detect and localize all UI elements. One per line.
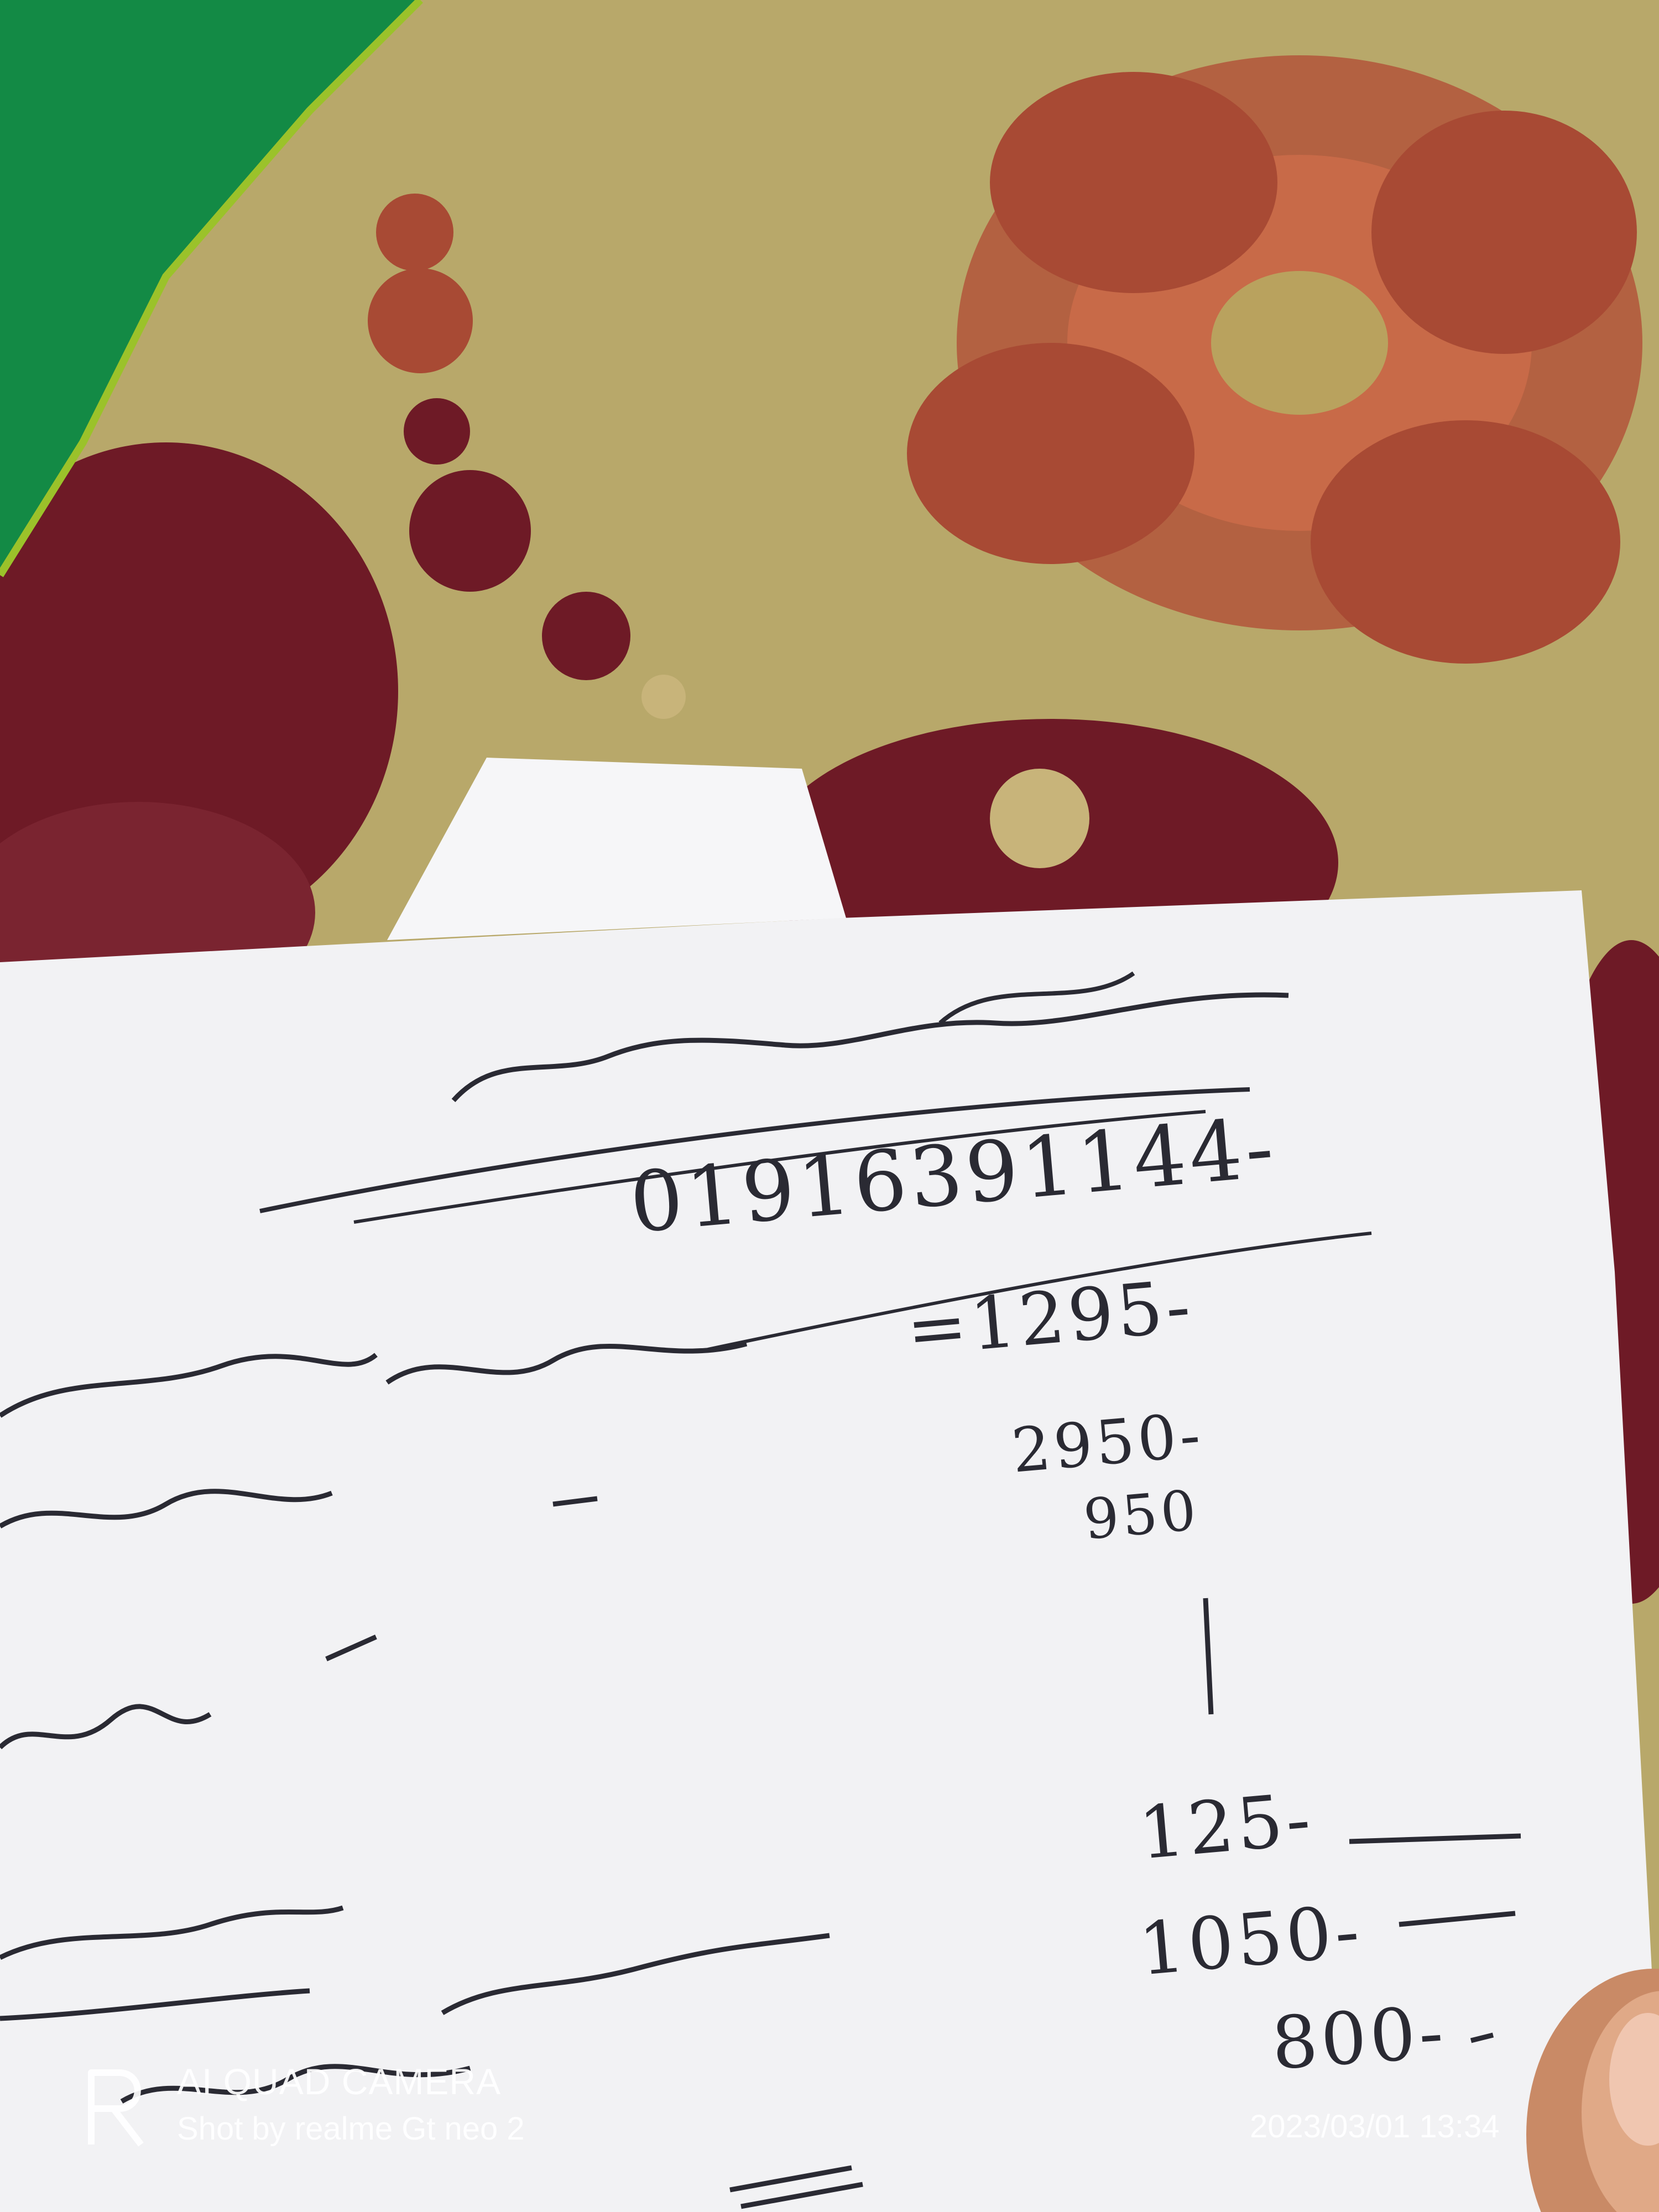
handwritten-amount: 125-: [1135, 1776, 1317, 1876]
handwritten-phone-number: 01916391144-: [626, 1099, 1281, 1252]
camera-label: AI QUAD CAMERA: [177, 2061, 502, 2102]
handwritten-amount: 1050-: [1135, 1888, 1366, 1992]
device-label: Shot by realme Gt neo 2: [177, 2111, 525, 2147]
photo-timestamp: 2023/03/01 13:34: [1250, 2109, 1500, 2145]
realme-r-logo-icon: [83, 2062, 149, 2150]
handwritten-amount: 950: [1081, 1478, 1202, 1552]
handwritten-amount: =1295-: [903, 1263, 1197, 1373]
camera-watermark: [83, 2052, 691, 2173]
handwritten-amount: 2950-: [1009, 1399, 1207, 1486]
handwritten-amount: 800-: [1269, 1990, 1449, 2086]
